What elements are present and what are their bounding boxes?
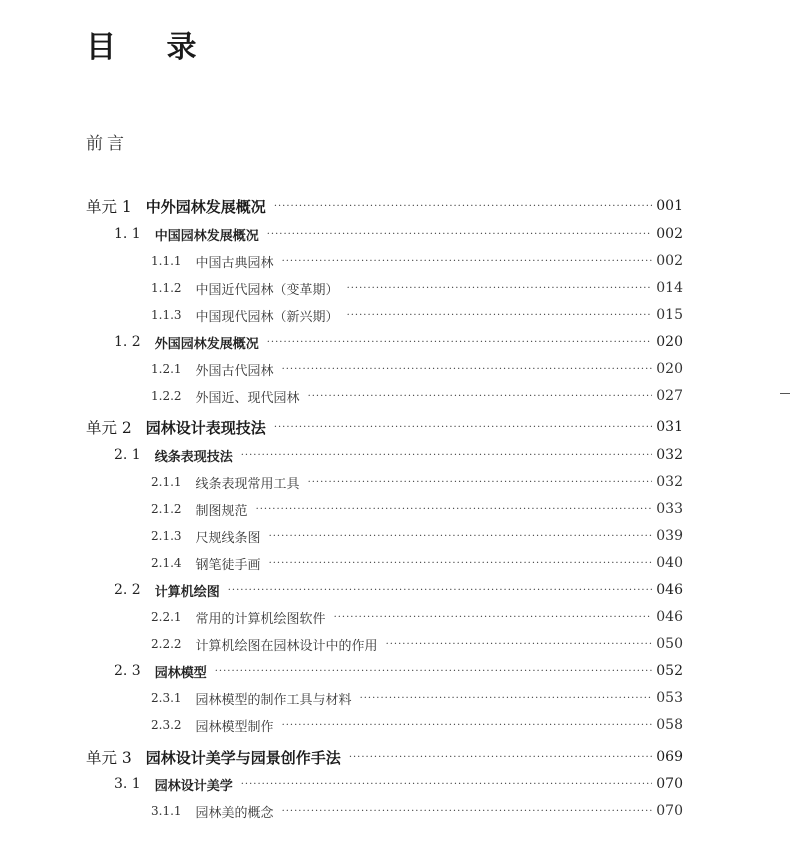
toc-entry-section xyxy=(114,331,683,353)
entry-number: 3.1.1 xyxy=(151,804,182,818)
entry-page: 031 xyxy=(656,419,683,435)
entry-title: 钢笔徒手画 xyxy=(195,557,261,573)
entry-title: 线条表现常用工具 xyxy=(195,476,300,492)
entry-page: 050 xyxy=(656,636,683,652)
entry-title: 园林模型制作 xyxy=(195,719,274,735)
toc-entry-section xyxy=(114,660,683,682)
entry-page: 046 xyxy=(656,582,683,598)
entry-number: 1.2.1 xyxy=(151,362,182,376)
leader-dots xyxy=(267,337,653,348)
toc-entry-section xyxy=(114,223,683,245)
entry-title: 外国园林发展概况 xyxy=(154,336,259,352)
leader-dots xyxy=(308,391,653,402)
entry-title: 园林美的概念 xyxy=(195,805,274,821)
toc-entry-unit xyxy=(86,745,683,769)
leader-dots xyxy=(347,283,653,294)
leader-dots xyxy=(347,310,653,321)
toc-entry-subsection xyxy=(151,385,683,407)
toc-entry-section xyxy=(114,444,683,466)
toc-entry-unit xyxy=(86,415,683,439)
entry-page: 002 xyxy=(656,226,683,242)
entry-number: 1.1.2 xyxy=(151,281,182,295)
leader-dots xyxy=(267,229,653,240)
toc-entry-subsection xyxy=(151,633,683,655)
leader-dots xyxy=(386,639,653,650)
entry-number: 3. 1 xyxy=(114,776,141,792)
entry-number: 1.1.3 xyxy=(151,308,182,322)
leader-dots xyxy=(274,201,652,212)
entry-title: 外国近、现代园林 xyxy=(195,390,300,406)
entry-title: 中国园林发展概况 xyxy=(154,228,259,244)
leader-dots xyxy=(269,531,653,542)
preface-heading: 前言 xyxy=(86,134,128,154)
entry-title: 常用的计算机绘图软件 xyxy=(195,611,326,627)
entry-number: 2. 1 xyxy=(114,447,141,463)
leader-dots xyxy=(282,364,653,375)
leader-dots xyxy=(241,779,653,790)
entry-number: 单元 3 xyxy=(86,749,132,767)
leader-dots xyxy=(282,806,653,817)
entry-title: 线条表现技法 xyxy=(154,449,233,465)
entry-page: 046 xyxy=(656,609,683,625)
leader-dots xyxy=(241,450,653,461)
leader-dots xyxy=(215,666,653,677)
toc-entry-subsection xyxy=(151,714,683,736)
toc-entry-subsection xyxy=(151,552,683,574)
entry-number: 2.2.2 xyxy=(151,637,182,651)
entry-page: 001 xyxy=(656,198,683,214)
entry-number: 1. 2 xyxy=(114,334,141,350)
leader-dots xyxy=(308,477,653,488)
toc-entry-subsection xyxy=(151,304,683,326)
leader-dots xyxy=(334,612,653,623)
entry-page: 020 xyxy=(656,334,683,350)
entry-number: 2.1.4 xyxy=(151,556,182,570)
toc-entry-unit xyxy=(86,194,683,218)
entry-title: 园林模型 xyxy=(154,665,207,681)
entry-number: 2. 2 xyxy=(114,582,141,598)
entry-title: 中国近代园林（变革期） xyxy=(195,282,339,298)
page-title: 目 录 xyxy=(86,30,217,65)
toc-entry-subsection xyxy=(151,358,683,380)
entry-number: 2.2.1 xyxy=(151,610,182,624)
entry-number: 1.2.2 xyxy=(151,389,182,403)
entry-number: 2.3.2 xyxy=(151,718,182,732)
entry-page: 052 xyxy=(656,663,683,679)
entry-page: 070 xyxy=(656,776,683,792)
entry-page: 032 xyxy=(656,474,683,490)
entry-title: 中国古典园林 xyxy=(195,255,274,271)
entry-title: 外国古代园林 xyxy=(195,363,274,379)
entry-title: 计算机绘图在园林设计中的作用 xyxy=(195,638,378,654)
leader-dots xyxy=(282,256,653,267)
entry-title: 制图规范 xyxy=(195,503,248,519)
leader-dots xyxy=(282,720,653,731)
entry-page: 002 xyxy=(656,253,683,269)
entry-number: 单元 1 xyxy=(86,198,132,216)
toc-entry-subsection xyxy=(151,606,683,628)
toc-entry-subsection xyxy=(151,250,683,272)
entry-page: 070 xyxy=(656,803,683,819)
entry-number: 2.3.1 xyxy=(151,691,182,705)
entry-number: 2.1.1 xyxy=(151,475,182,489)
leader-dots xyxy=(228,585,653,596)
entry-title: 园林设计美学与园景创作手法 xyxy=(145,748,341,767)
toc-entry-subsection xyxy=(151,687,683,709)
entry-number: 2.1.3 xyxy=(151,529,182,543)
entry-page: 069 xyxy=(656,749,683,765)
leader-dots xyxy=(274,422,652,433)
entry-title: 园林设计美学 xyxy=(154,778,233,794)
entry-page: 058 xyxy=(656,717,683,733)
entry-title: 园林模型的制作工具与材料 xyxy=(195,692,352,708)
entry-page: 020 xyxy=(656,361,683,377)
leader-dots xyxy=(269,558,653,569)
entry-page: 032 xyxy=(656,447,683,463)
entry-page: 014 xyxy=(656,280,683,296)
entry-number: 2.1.2 xyxy=(151,502,182,516)
entry-number: 2. 3 xyxy=(114,663,141,679)
entry-page: 039 xyxy=(656,528,683,544)
entry-page: 033 xyxy=(656,501,683,517)
entry-number: 1. 1 xyxy=(114,226,141,242)
leader-dots xyxy=(349,752,652,763)
toc-entry-section xyxy=(114,773,683,795)
margin-mark xyxy=(780,393,790,394)
entry-title: 中外园林发展概况 xyxy=(145,197,266,216)
entry-title: 尺规线条图 xyxy=(195,530,261,546)
toc-entry-subsection xyxy=(151,498,683,520)
entry-page: 027 xyxy=(656,388,683,404)
toc-entry-subsection xyxy=(151,800,683,822)
entry-page: 040 xyxy=(656,555,683,571)
toc-entry-subsection xyxy=(151,525,683,547)
entry-number: 单元 2 xyxy=(86,419,132,437)
entry-page: 015 xyxy=(656,307,683,323)
toc-entry-subsection xyxy=(151,277,683,299)
entry-number: 1.1.1 xyxy=(151,254,182,268)
leader-dots xyxy=(256,504,653,515)
entry-title: 中国现代园林（新兴期） xyxy=(195,309,339,325)
toc-entry-section xyxy=(114,579,683,601)
leader-dots xyxy=(360,693,653,704)
toc-entry-subsection xyxy=(151,471,683,493)
entry-title: 计算机绘图 xyxy=(154,584,220,600)
entry-page: 053 xyxy=(656,690,683,706)
entry-title: 园林设计表现技法 xyxy=(145,418,266,437)
